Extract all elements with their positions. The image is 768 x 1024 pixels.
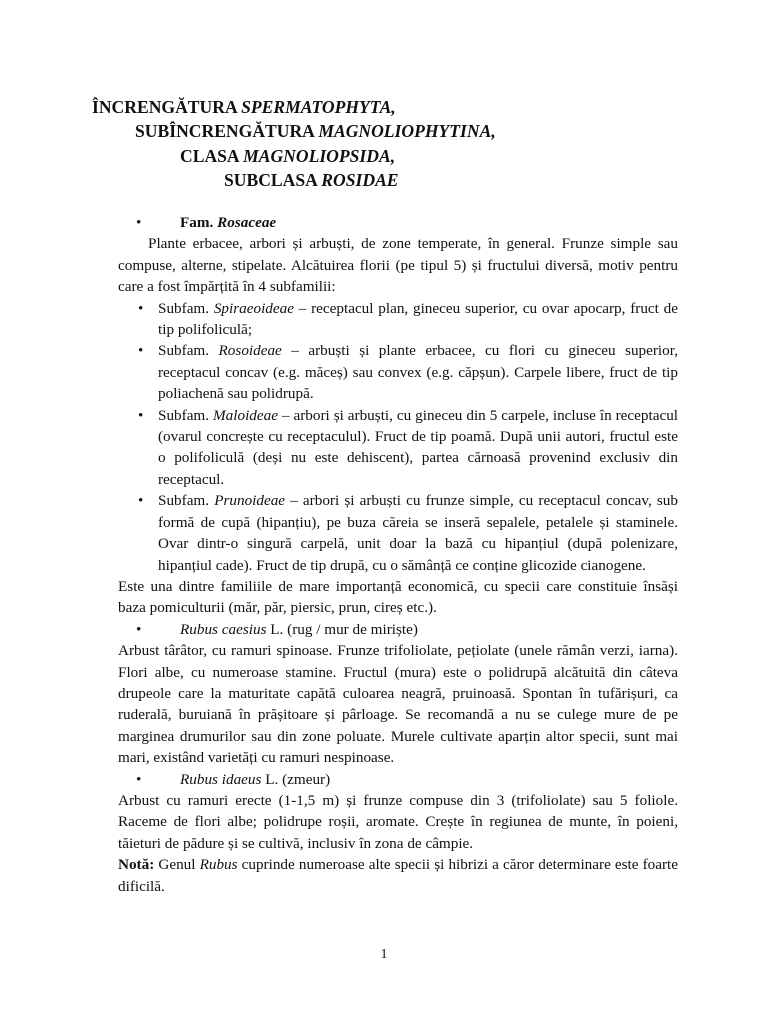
bullet-icon: • bbox=[136, 620, 142, 638]
species-description: Arbust târâtor, cu ramuri spinoase. Frunze trifoliolate, pețiolate (unele rămân verzi, iarna). Flori albe, cu numeroase stamine. Fructul (mura) este o polidrupă alcătuită din câteva drupeole care la maturitate capătă culoarea neagră, pruinoasă. Spontan în tufărișuri, ca ruderală, buruiană în prășitoare și pârloage. Se recomandă a nu se culege mure de pe marginea drumurilor sau din zone poluate. Murele cultivate aparțin altor specii, sunt mai mari, existând varietăți cu ramuri nespinoase. bbox=[118, 642, 678, 767]
heading-1-prefix: ÎNCRENGĂTURA bbox=[92, 97, 242, 117]
page-number: 1 bbox=[380, 947, 388, 962]
subfamily-name: Maloideae bbox=[213, 406, 278, 424]
heading-2 bbox=[135, 120, 496, 142]
subfamily-prefix: Subfam. bbox=[158, 342, 219, 360]
subfamily-prefix: Subfam. bbox=[158, 406, 214, 424]
species-author: L. (rug / mur de miriște) bbox=[266, 620, 418, 638]
subfamily-prefix: Subfam. bbox=[158, 299, 214, 317]
heading-1-name: SPERMATOPHYTA, bbox=[241, 97, 396, 117]
subfamily-name: Prunoideae bbox=[214, 492, 286, 510]
subfamily-name: Rosoideae bbox=[218, 342, 282, 360]
bullet-icon: • bbox=[136, 214, 142, 231]
subfamily-item bbox=[118, 298, 678, 341]
heading-4 bbox=[224, 169, 399, 191]
document-body bbox=[118, 212, 678, 897]
subfamily-text: – arbori și arbuști cu frunze simple, cu receptacul concav, sub formă de cupă (hipanțiu), pe buza căreia se inseră sepalele, petalele și staminele. Ovar dintr-o singură carpelă, unit doar la bază cu hipanțiul (după polenizare, hipanțiul cade). Fruct de tip drupă, cu o sămânță ce conține glicozide cianogene. bbox=[158, 492, 678, 574]
species-name: Rubus caesius bbox=[180, 620, 267, 638]
species-description: Arbust cu ramuri erecte (1-1,5 m) și frunze compuse din 3 (trifoliolate) sau 5 foliole. Raceme de flori albe; polidrupe roșii, aromate. Crește în regiunea de munte, în poieni, tăieturi de pădure și se cultivă, inclusiv în zona de câmpie. bbox=[118, 791, 678, 852]
heading-3 bbox=[180, 145, 395, 167]
heading-4-name: ROSIDAE bbox=[321, 170, 399, 190]
species-name: Rubus idaeus bbox=[180, 770, 262, 788]
economic-paragraph: Este una dintre familiile de mare importanță economică, cu specii care constituie însăși baza pomiculturii (măr, păr, piersic, prun, cireș etc.). bbox=[118, 577, 678, 617]
family-name: Rosaceae bbox=[217, 214, 277, 231]
subfamily-prefix: Subfam. bbox=[158, 492, 215, 510]
species-author: L. (zmeur) bbox=[261, 770, 331, 788]
species-heading bbox=[118, 769, 678, 790]
heading-2-name: MAGNOLIOPHYTINA, bbox=[318, 121, 496, 141]
heading-2-prefix: SUBÎNCRENGĂTURA bbox=[135, 121, 319, 141]
heading-3-prefix: CLASA bbox=[180, 146, 244, 166]
subfamily-item bbox=[118, 490, 678, 576]
family-prefix: Fam. bbox=[180, 214, 218, 231]
note-paragraph bbox=[118, 854, 678, 897]
note-post: cuprinde numeroase alte specii și hibrizi a căror determinare este foarte dificilă. bbox=[118, 856, 678, 895]
subfamily-text: – arbori și arbuști, cu gineceu din 5 carpele, incluse în receptacul (ovarul concrește cu receptaculul). Fruct de tip poamă. După unii autori, fructul este o polifoliculă (deși nu este dehiscent), partea cărnoasă provenind exclusiv din receptacul. bbox=[158, 406, 679, 488]
subfamily-item bbox=[118, 340, 678, 404]
subfamily-text: – arbuști și plante erbacee, cu flori cu gineceu superior, receptacul concav (e.g. măceș) sau convex (e.g. căpșun). Carpele libere, fruct de tip poliachenă sau polidrupă. bbox=[158, 342, 678, 403]
subfamily-text: – receptacul plan, gineceu superior, cu ovar apocarp, fruct de tip polifoliculă; bbox=[158, 299, 679, 339]
heading-4-prefix: SUBCLASA bbox=[224, 170, 322, 190]
intro-paragraph: Plante erbacee, arbori și arbuști, de zone temperate, în general. Frunze simple sau compuse, alterne, stipelate. Alcătuirea florii (pe tipul 5) și fructului diversă, motiv pentru care a fost împărțită în 4 subfamilii: bbox=[118, 235, 678, 296]
bullet-icon: • bbox=[138, 492, 144, 510]
subfamily-item bbox=[118, 405, 678, 491]
bullet-icon: • bbox=[138, 299, 144, 317]
note-pre: Genul bbox=[154, 856, 200, 874]
note-label: Notă: bbox=[118, 856, 155, 874]
species-heading bbox=[118, 619, 678, 640]
heading-3-name: MAGNOLIOPSIDA, bbox=[243, 146, 396, 166]
subfamily-name: Spiraeoideae bbox=[213, 299, 294, 317]
heading-1 bbox=[92, 96, 396, 118]
bullet-icon: • bbox=[138, 406, 144, 424]
bullet-icon: • bbox=[136, 770, 142, 788]
family-heading bbox=[118, 212, 678, 233]
note-genus: Rubus bbox=[199, 856, 238, 874]
bullet-icon: • bbox=[138, 342, 144, 360]
